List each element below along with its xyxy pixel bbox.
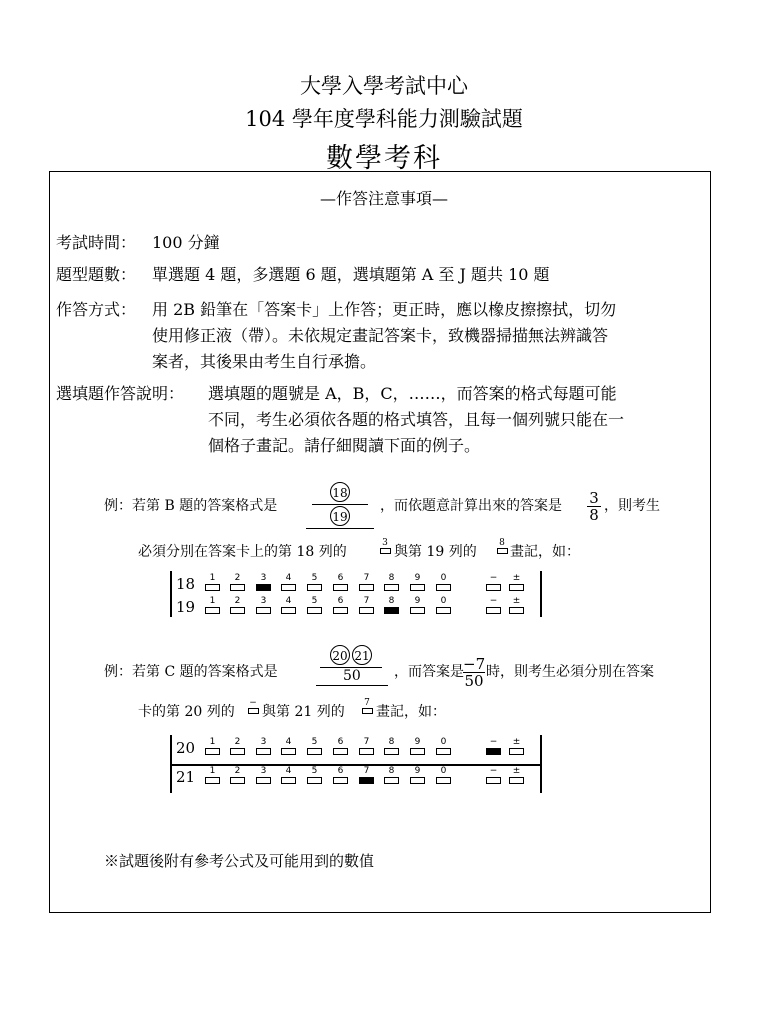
answer-bubble: [436, 777, 451, 784]
answer-bubble: [281, 584, 296, 591]
fraction-denominator: 8: [587, 506, 601, 523]
answer-bubble: [281, 607, 296, 614]
answer-bubble: [205, 607, 220, 614]
column-label: 1: [209, 596, 216, 606]
grid-left-border: [170, 571, 172, 617]
answer-fraction: [463, 656, 485, 689]
mini-answer-box: −: [246, 699, 260, 714]
question-types-label: 題型題數：: [56, 265, 137, 284]
fill-in-line: 選填題的題號是 A，B，C，……，而答案的格式每題可能: [208, 384, 617, 403]
column-label: 5: [311, 737, 318, 747]
fill-in-label: 選填題作答說明：: [56, 384, 185, 403]
answer-bubble: [359, 607, 374, 614]
grid-right-border: [540, 571, 542, 617]
answer-method-label: 作答方式：: [56, 300, 137, 319]
answer-underline: [306, 528, 374, 529]
answer-bubble: [509, 748, 524, 755]
answer-bubble-filled: [384, 607, 399, 614]
column-label: 7: [363, 737, 370, 747]
answer-bubble: [307, 607, 322, 614]
row-number: 18: [176, 575, 196, 593]
answer-bubble: [384, 777, 399, 784]
answer-bubble: [230, 584, 245, 591]
column-label: 1: [209, 737, 216, 747]
answer-bubble: [436, 607, 451, 614]
column-label: 1: [209, 766, 216, 776]
column-label: 0: [440, 573, 447, 583]
column-label: 5: [311, 596, 318, 606]
example-c-mid: ，而答案是: [394, 664, 464, 680]
answer-bubble: [333, 748, 348, 755]
answer-bubble-filled: [256, 584, 271, 591]
column-label: 8: [388, 573, 395, 583]
footnote: ※試題後附有參考公式及可能用到的數值: [104, 852, 375, 870]
example-c-line2: 與第 21 列的: [262, 704, 345, 720]
answer-method-line: 使用修正液（帶）。未依規定畫記答案卡，致機器掃描無法辨識答: [152, 326, 609, 345]
column-label: ±: [512, 573, 521, 583]
answer-bubble: [410, 584, 425, 591]
column-label: 7: [363, 766, 370, 776]
circled-row-number: 21: [352, 645, 372, 665]
column-label: 9: [414, 737, 421, 747]
column-label: 7: [363, 596, 370, 606]
mini-answer-box: 3: [378, 539, 392, 554]
column-label: 0: [440, 737, 447, 747]
answer-bubble: [486, 607, 501, 614]
answer-bubble: [410, 777, 425, 784]
answer-bubble: [256, 607, 271, 614]
answer-bubble: [205, 777, 220, 784]
answer-bubble: [486, 777, 501, 784]
column-label: −: [489, 766, 498, 776]
column-label: 9: [414, 573, 421, 583]
example-c-lead: 例：若第 C 題的答案格式是: [104, 664, 278, 680]
column-label: 4: [285, 596, 292, 606]
answer-bubble: [384, 584, 399, 591]
answer-bubble: [281, 748, 296, 755]
answer-bubble: [486, 584, 501, 591]
column-label: 6: [337, 737, 344, 747]
answer-bubble: [205, 748, 220, 755]
answer-bubble: [333, 777, 348, 784]
answer-bubble: [509, 607, 524, 614]
answer-bubble: [436, 748, 451, 755]
answer-bubble: [230, 607, 245, 614]
column-label: 7: [363, 573, 370, 583]
column-label: 4: [285, 737, 292, 747]
answer-bubble: [230, 777, 245, 784]
example-b-line2: 畫記，如：: [510, 544, 580, 560]
answer-bubble: [410, 607, 425, 614]
answer-bubble: [307, 584, 322, 591]
answer-bubble: [333, 584, 348, 591]
answer-bubble: [359, 748, 374, 755]
column-label: 3: [260, 766, 267, 776]
column-label: 1: [209, 573, 216, 583]
column-label: 6: [337, 573, 344, 583]
format-denominator: 50: [343, 668, 361, 684]
answer-bubble: [410, 748, 425, 755]
column-label: 2: [234, 573, 241, 583]
answer-underline: [316, 685, 388, 686]
column-label: 3: [260, 573, 267, 583]
column-label: ±: [512, 737, 521, 747]
column-label: 2: [234, 596, 241, 606]
answer-bubble: [230, 748, 245, 755]
answer-bubble: [509, 777, 524, 784]
answer-method-line: 用 2B 鉛筆在「答案卡」上作答；更正時，應以橡皮擦擦拭，切勿: [152, 300, 617, 319]
row-number: 21: [176, 768, 196, 786]
time-label: 考試時間：: [56, 233, 137, 252]
instructions-title: —作答注意事項—: [319, 189, 448, 208]
column-label: 2: [234, 766, 241, 776]
circled-row-number: 20: [330, 645, 350, 665]
fraction-numerator: −7: [463, 655, 486, 673]
circled-row-number: 19: [330, 506, 350, 526]
answer-bubble: [509, 584, 524, 591]
exam-center-title: 大學入學考試中心: [300, 74, 468, 98]
answer-bubble: [256, 748, 271, 755]
column-label: 8: [388, 766, 395, 776]
column-label: 2: [234, 737, 241, 747]
answer-bubble-filled: [486, 748, 501, 755]
example-c-line2: 卡的第 20 列的: [138, 704, 235, 720]
mini-answer-box: 7: [360, 699, 374, 714]
exam-year-title: 104 學年度學科能力測驗試題: [245, 107, 523, 131]
answer-method-line: 案者，其後果由考生自行承擔。: [152, 352, 377, 371]
fraction-denominator: 50: [464, 672, 484, 690]
column-label: 8: [388, 596, 395, 606]
fraction-numerator: 3: [589, 489, 599, 507]
example-b-line2: 與第 19 列的: [394, 544, 477, 560]
mini-answer-box: 8: [495, 539, 509, 554]
fill-in-line: 不同，考生必須依各題的格式填答，且每一個列號只能在一: [208, 410, 625, 429]
fraction-bar: [312, 504, 368, 505]
answer-bubble: [256, 777, 271, 784]
example-c-tail: 時，則考生必須分別在答案: [486, 664, 654, 680]
row-number: 19: [176, 598, 196, 616]
example-b-tail: ，則考生: [604, 498, 660, 514]
column-label: 6: [337, 766, 344, 776]
column-label: 4: [285, 573, 292, 583]
answer-bubble: [281, 777, 296, 784]
example-b-mid: ，而依題意計算出來的答案是: [380, 498, 562, 514]
column-label: 3: [260, 737, 267, 747]
column-label: 3: [260, 596, 267, 606]
time-value: 100 分鐘: [152, 233, 220, 252]
column-label: 5: [311, 766, 318, 776]
column-label: 0: [440, 596, 447, 606]
subject-title: 數學考科: [326, 143, 442, 174]
example-c-line2: 畫記，如：: [376, 704, 446, 720]
answer-bubble: [333, 607, 348, 614]
column-label: −: [489, 737, 498, 747]
answer-bubble: [359, 584, 374, 591]
column-label: 4: [285, 766, 292, 776]
column-label: ±: [512, 766, 521, 776]
answer-bubble: [205, 584, 220, 591]
column-label: −: [489, 596, 498, 606]
column-label: ±: [512, 596, 521, 606]
row-number: 20: [176, 739, 196, 757]
column-label: 8: [388, 737, 395, 747]
answer-bubble-filled: [359, 777, 374, 784]
answer-bubble: [436, 584, 451, 591]
column-label: −: [489, 573, 498, 583]
column-label: 5: [311, 573, 318, 583]
fill-in-line: 個格子畫記。請仔細閱讀下面的例子。: [208, 436, 481, 455]
column-label: 6: [337, 596, 344, 606]
circled-row-number: 18: [330, 482, 350, 502]
column-label: 9: [414, 766, 421, 776]
answer-fraction: [587, 490, 601, 523]
example-b-line2: 必須分別在答案卡上的第 18 列的: [138, 544, 347, 560]
answer-bubble: [384, 748, 399, 755]
column-label: 0: [440, 766, 447, 776]
answer-bubble: [307, 748, 322, 755]
answer-bubble: [307, 777, 322, 784]
example-b-lead: 例：若第 B 題的答案格式是: [104, 498, 278, 514]
question-types-value: 單選題 4 題，多選題 6 題，選填題第 A 至 J 題共 10 題: [152, 265, 550, 284]
column-label: 9: [414, 596, 421, 606]
